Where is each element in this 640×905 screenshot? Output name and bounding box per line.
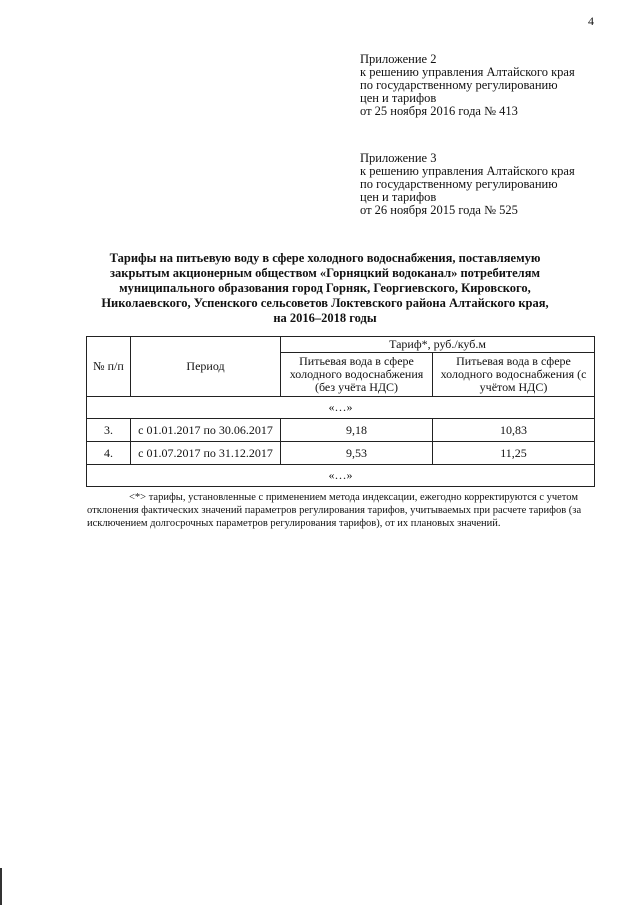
table-row xyxy=(87,419,595,442)
cell-no-vat: 9,18 xyxy=(281,419,433,442)
appendix-3-line: по государственному регулированию xyxy=(360,177,558,191)
page-number: 4 xyxy=(588,14,594,28)
appendix-2-header xyxy=(360,53,575,118)
cell-period: с 01.01.2017 по 30.06.2017 xyxy=(131,419,281,442)
ellipsis-cell: «…» xyxy=(87,397,595,419)
title-line: на 2016–2018 годы xyxy=(273,311,377,325)
cell-number: 4. xyxy=(87,442,131,465)
appendix-3-line: цен и тарифов xyxy=(360,190,437,204)
appendix-2-line: от 25 ноября 2016 года № 413 xyxy=(360,104,518,118)
title-line: Николаевского, Успенского сельсоветов Локтевского района Алтайского края, xyxy=(101,296,549,310)
footnote-line: отклонения фактических значений параметров регулирования тарифов, учитываемых при расчете тарифов (за xyxy=(87,505,582,516)
table-row-ellipsis xyxy=(87,465,595,487)
title-line: закрытым акционерным обществом «Горняцкий водоканал» потребителям xyxy=(110,266,540,280)
cell-number: 3. xyxy=(87,419,131,442)
cell-with-vat: 11,25 xyxy=(433,442,595,465)
header-period: Период xyxy=(131,337,281,397)
ellipsis-cell: «…» xyxy=(87,465,595,487)
appendix-3-line: Приложение 3 xyxy=(360,151,437,165)
footnote-line: <*> тарифы, установленные с применением метода индексации, ежегодно корректируются с учетом xyxy=(129,492,578,503)
header-number: № п/п xyxy=(87,337,131,397)
header-no-vat: Питьевая вода в сфере холодного водоснабжения (без учёта НДС) xyxy=(281,353,433,397)
table-header-row xyxy=(87,337,595,353)
footnote-line: исключением долгосрочных параметров регулирования тарифов), от их плановых значений. xyxy=(87,518,501,529)
scan-edge-mark xyxy=(0,868,2,905)
appendix-2-line: цен и тарифов xyxy=(360,91,437,105)
table-row-ellipsis xyxy=(87,397,595,419)
cell-no-vat: 9,53 xyxy=(281,442,433,465)
appendix-3-line: к решению управления Алтайского края xyxy=(360,164,575,178)
document-title xyxy=(90,251,560,326)
title-line: муниципального образования город Горняк, Георгиевского, Кировского, xyxy=(119,281,531,295)
appendix-2-line: по государственному регулированию xyxy=(360,78,558,92)
appendix-2-line: Приложение 2 xyxy=(360,52,437,66)
appendix-3-header xyxy=(360,152,575,217)
cell-period: с 01.07.2017 по 31.12.2017 xyxy=(131,442,281,465)
appendix-2-line: к решению управления Алтайского края xyxy=(360,65,575,79)
header-with-vat: Питьевая вода в сфере холодного водоснабжения (с учётом НДС) xyxy=(433,353,595,397)
footnote xyxy=(87,491,595,530)
header-tariff: Тариф*, руб./куб.м xyxy=(281,337,595,353)
table-row xyxy=(87,442,595,465)
tariff-table xyxy=(86,336,595,487)
title-line: Тарифы на питьевую воду в сфере холодного водоснабжения, поставляемую xyxy=(109,251,541,265)
cell-with-vat: 10,83 xyxy=(433,419,595,442)
appendix-3-line: от 26 ноября 2015 года № 525 xyxy=(360,203,518,217)
